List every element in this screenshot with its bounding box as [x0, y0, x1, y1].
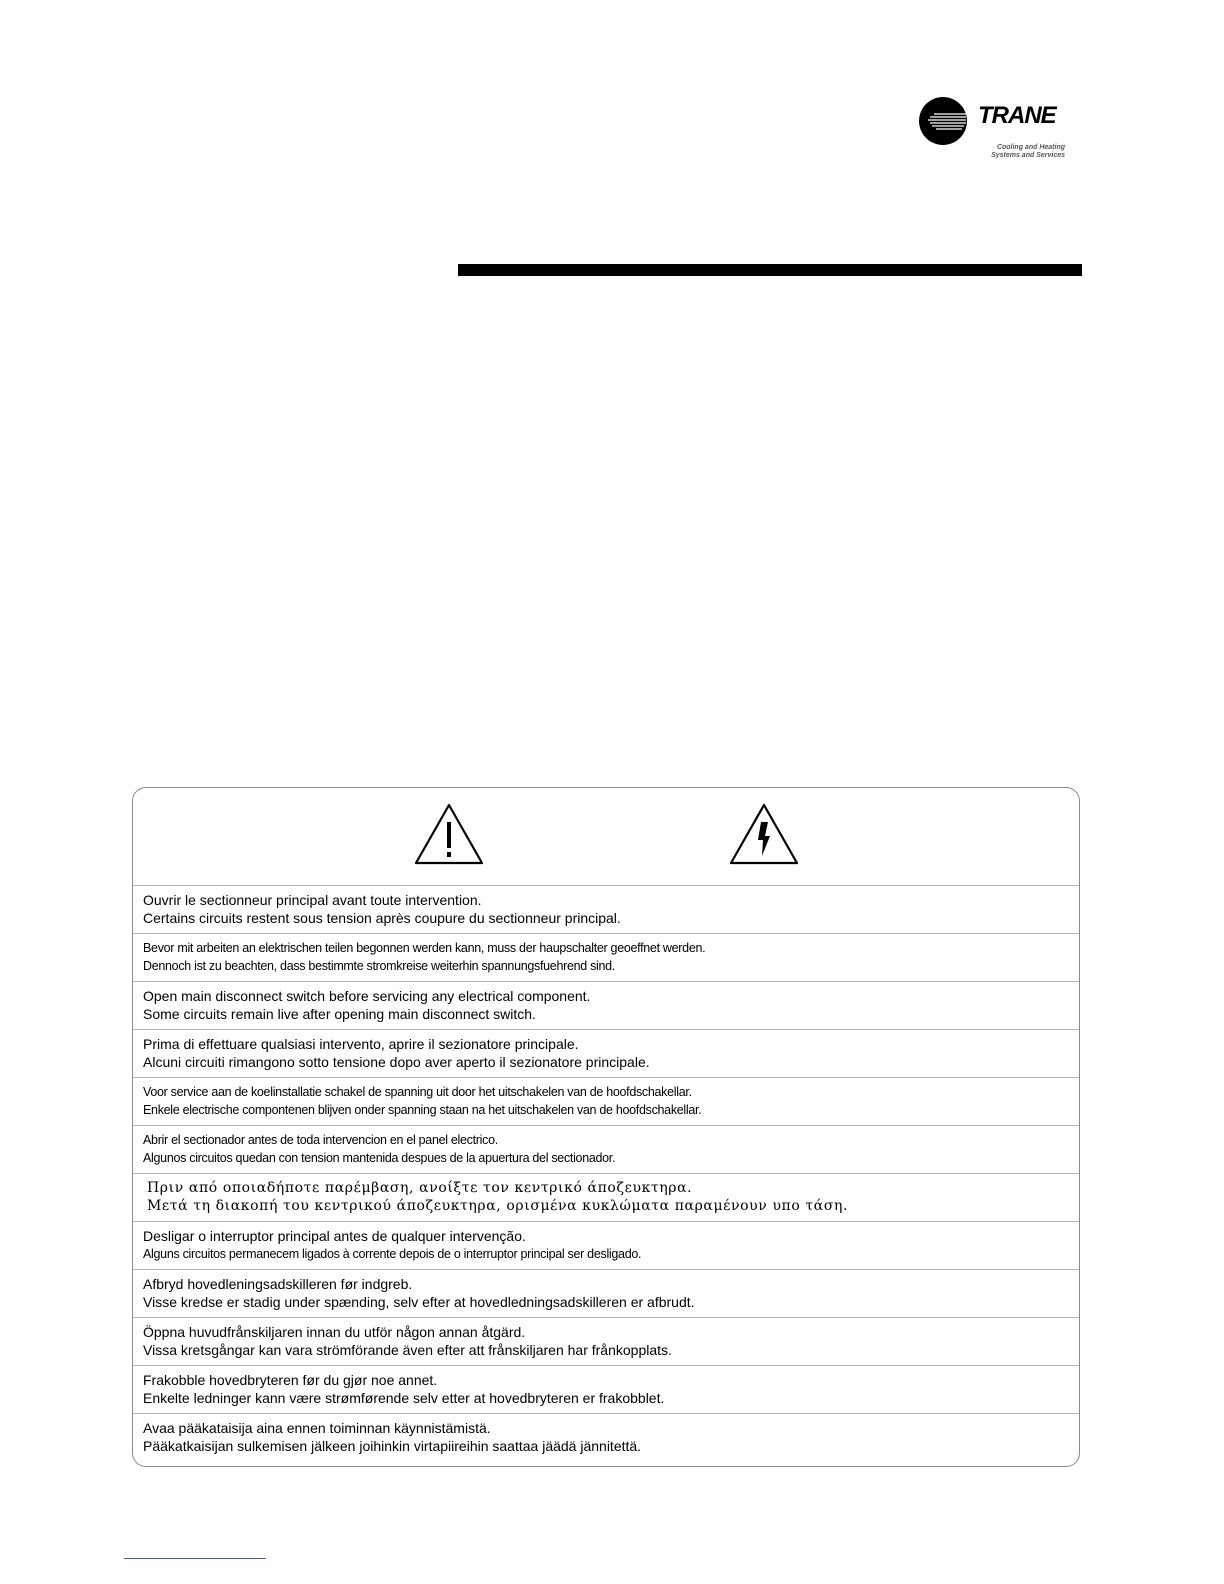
warning-pt: Desligar o interruptor principal antes de qualquer intervenção. Alguns circuitos permanecem ligados à corrente depois de o interruptor principal ser desligado. — [133, 1222, 1079, 1270]
warning-de: Bevor mit arbeiten an elektrischen teilen begonnen werden kann, muss der haupschalter geoeffnet werden. Dennoch ist zu beachten, dass bestimmte stromkreise weiterhin spannungsfuehrend sind. — [133, 934, 1079, 982]
warning-no: Frakobble hovedbryteren før du gjør noe annet. Enkelte ledninger kann være strømførende selv etter at hovedbryteren er frakobblet. — [133, 1366, 1079, 1414]
brand-name: TRANE — [978, 102, 1056, 129]
trane-logo — [918, 96, 1078, 166]
general-warning-triangle-icon — [413, 802, 485, 866]
warning-fi: Avaa pääkataisija aina ennen toiminnan käynnistämistä. Pääkatkaisijan sulkemisen jälkeen joihinkin virtapiireihin saattaa jäädä jännitettä. — [143, 1420, 642, 1454]
warning-icons-row — [133, 788, 1079, 886]
warning-el: Πριν από οποιαδήποτε παρέμβαση, ανοίξτε τον κεντρικό άποζευκτηρα. Μετά τη διακοπή του κεντρικού άποζευκτηρα, ορισμένα κυκλώματα παραμένουν υπο τάση. — [133, 1174, 1079, 1222]
warning-en: Open main disconnect switch before servicing any electrical component. Some circuits remain live after opening main disconnect switch. — [133, 982, 1079, 1030]
footer-link-underline[interactable] — [124, 1558, 266, 1559]
warning-fr: Ouvrir le sectionneur principal avant toute intervention. Certains circuits restent sous tension après coupure du sectionneur principal. — [133, 886, 1079, 934]
warning-nl: Voor service aan de koelinstallatie schakel de spanning uit door het uitschakelen van de hoofdschakellar. Enkele electrische compontenen blijven onder spanning staan na het uitschakelen van de hoofdschakellar. — [133, 1078, 1079, 1126]
safety-warning-box — [132, 787, 1080, 1467]
title-rule — [458, 264, 1082, 276]
trane-globe-icon — [918, 96, 968, 146]
brand-tagline: Cooling and Heating Systems and Services — [991, 144, 1065, 159]
warning-es: Abrir el sectionador antes de toda intervencion en el panel electrico. Algunos circuitos quedan con tension mantenida despues de la apuertura del sectionador. — [133, 1126, 1079, 1174]
warning-da: Afbryd hovedleningsadskilleren før indgreb. Visse kredse er stadig under spænding, selv efter at hovedledningsadskilleren er afbrudt. — [133, 1270, 1079, 1318]
electrical-hazard-triangle-icon — [728, 802, 800, 866]
warning-it: Prima di effettuare qualsiasi intervento, aprire il sezionatore principale. Alcuni circuiti rimangono sotto tensione dopo aver aperto il sezionatore principale. — [133, 1030, 1079, 1078]
warning-sv: Öppna huvudfrånskiljaren innan du utför någon annan åtgärd. Vissa kretsgångar kan vara strömförande även efter att frånskiljaren har frånkopplats. — [133, 1318, 1079, 1366]
